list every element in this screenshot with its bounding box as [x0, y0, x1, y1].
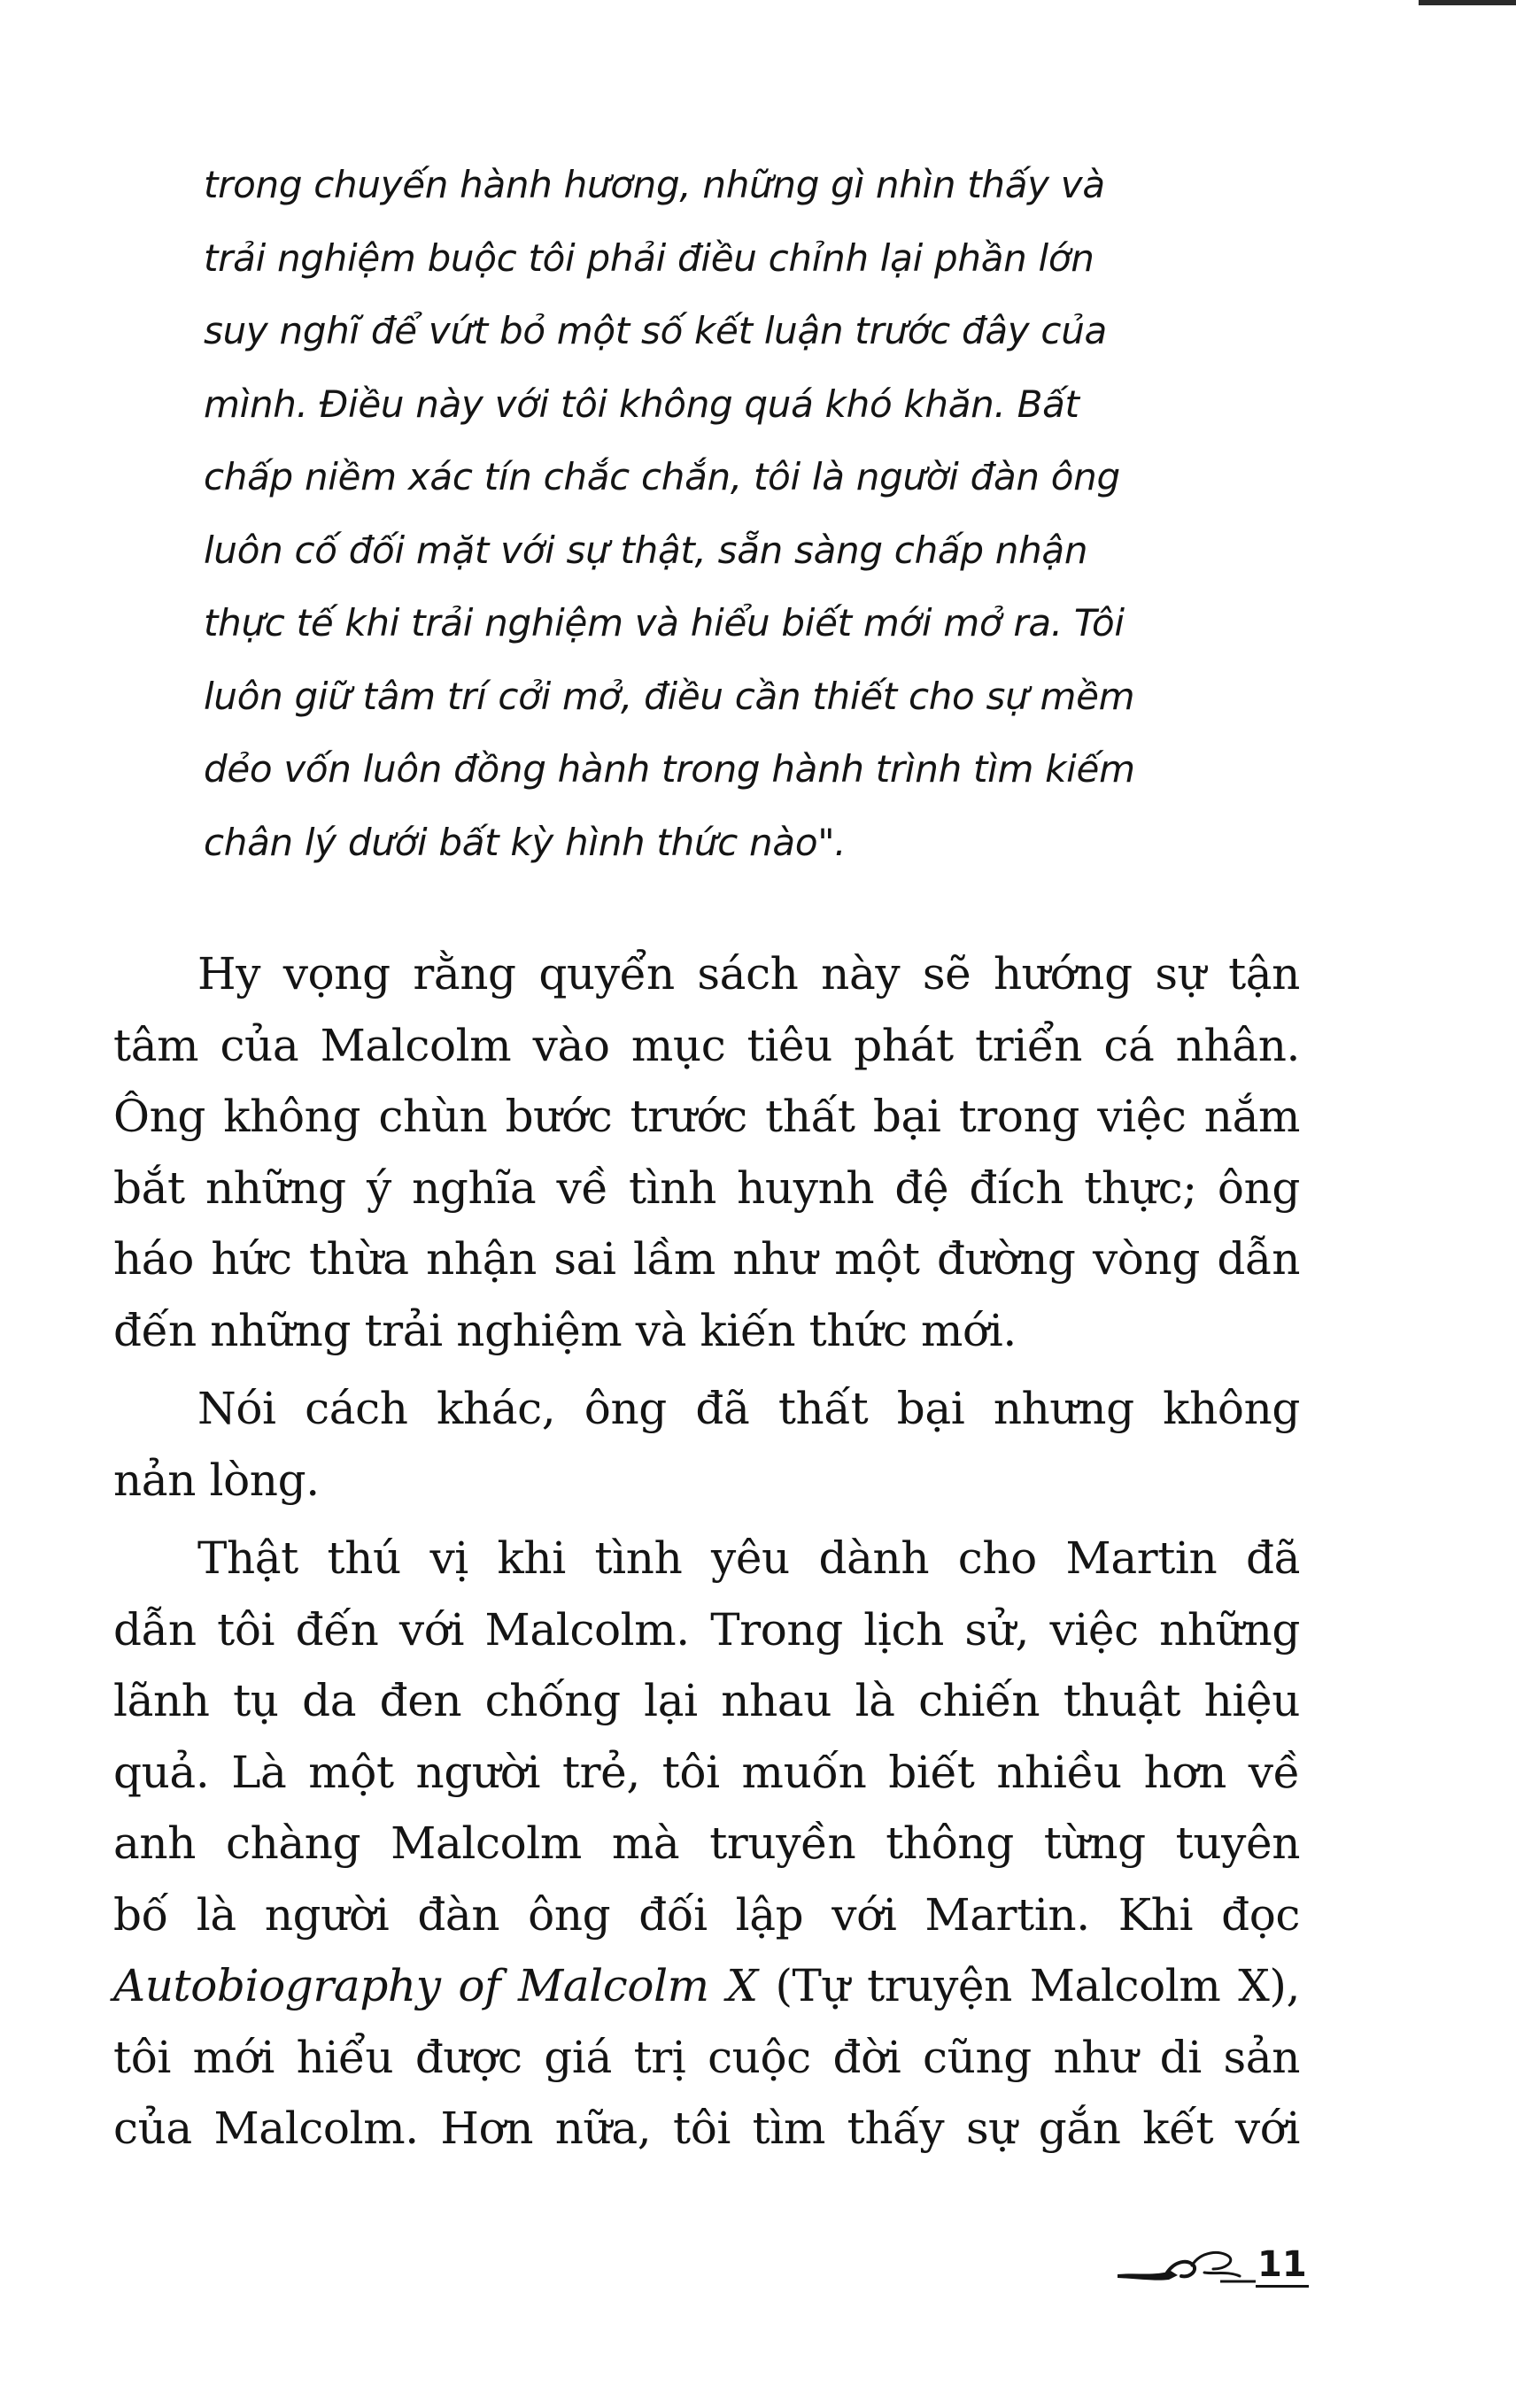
paragraph-line: háo hức thừa nhận sai lầm như một đường vòng dẫn [113, 1233, 1300, 1285]
quote-line: chân lý dưới bất kỳ hình thức nào". [204, 820, 847, 864]
paragraph-line: Thật thú vị khi tình yêu dành cho Martin đã [197, 1532, 1300, 1584]
paragraph-line: dẫn tôi đến với Malcolm. Trong lịch sử, việc những [113, 1603, 1300, 1656]
paragraph-line [113, 1950, 1300, 2022]
paragraph-line: Hy vọng rằng quyển sách này sẽ hướng sự tận [197, 948, 1300, 999]
quote-line: dẻo vốn luôn đồng hành trong hành trình tìm kiếm [204, 747, 1135, 791]
paragraph [113, 1523, 1300, 2165]
ornament-icon [1116, 2246, 1257, 2287]
paragraph-line: của Malcolm. Hơn nữa, tôi tìm thấy sự gắn kết với [113, 2103, 1300, 2154]
paragraph-line: quả. Là một người trẻ, tôi muốn biết nhiều hơn về [113, 1746, 1300, 1798]
book-title: Autobiography of Malcolm X [113, 1960, 758, 2011]
quote-line: mình. Điều này với tôi không quá khó khăn. Bất [204, 382, 1079, 426]
paragraph-line: nản lòng. [113, 1454, 320, 1506]
paragraph-line: bố là người đàn ông đối lập với Martin. Khi đọc [113, 1888, 1300, 1941]
quote-line: trong chuyến hành hương, những gì nhìn thấy và [204, 163, 1105, 206]
paragraph [113, 938, 1300, 1366]
paragraph-line: bắt những ý nghĩa về tình huynh đệ đích thực; ông [113, 1162, 1300, 1214]
quote-line: suy nghĩ để vứt bỏ một số kết luận trước đây của [204, 309, 1107, 352]
body-text [113, 938, 1300, 2172]
quote-line: chấp niềm xác tín chắc chắn, tôi là người đàn ông [204, 455, 1120, 498]
paragraph-line: tâm của Malcolm vào mục tiêu phát triển cá nhân. [113, 1019, 1300, 1071]
book-title-translation: (Tự truyện Malcolm X), [757, 1960, 1300, 2011]
paragraph-line: Nói cách khác, ông đã thất bại nhưng không [197, 1383, 1300, 1434]
paragraph-line: tôi mới hiểu được giá trị cuộc đời cũng như di sản [113, 2031, 1300, 2083]
top-edge-rule [1419, 0, 1516, 5]
paragraph-line: đến những trải nghiệm và kiến thức mới. [113, 1304, 1017, 1356]
page-footer [1116, 2244, 1311, 2288]
paragraph-line: lãnh tụ da đen chống lại nhau là chiến thuật hiệu [113, 1675, 1300, 1726]
paragraph-line: Ông không chùn bước trước thất bại trong việc nắm [113, 1091, 1300, 1142]
quoted-passage [204, 149, 1249, 879]
quote-line: luôn giữ tâm trí cởi mở, điều cần thiết cho sự mềm [204, 674, 1135, 718]
paragraph-line: anh chàng Malcolm mà truyền thông từng tuyên [113, 1818, 1300, 1869]
quote-line: luôn cố đối mặt với sự thật, sẵn sàng chấp nhận [204, 528, 1088, 572]
page-number: 11 [1256, 2244, 1309, 2288]
quote-line: thực tế khi trải nghiệm và hiểu biết mới mở ra. Tôi [204, 601, 1125, 644]
paragraph [113, 1373, 1300, 1516]
quote-line: trải nghiệm buộc tôi phải điều chỉnh lại phần lớn [204, 235, 1094, 280]
